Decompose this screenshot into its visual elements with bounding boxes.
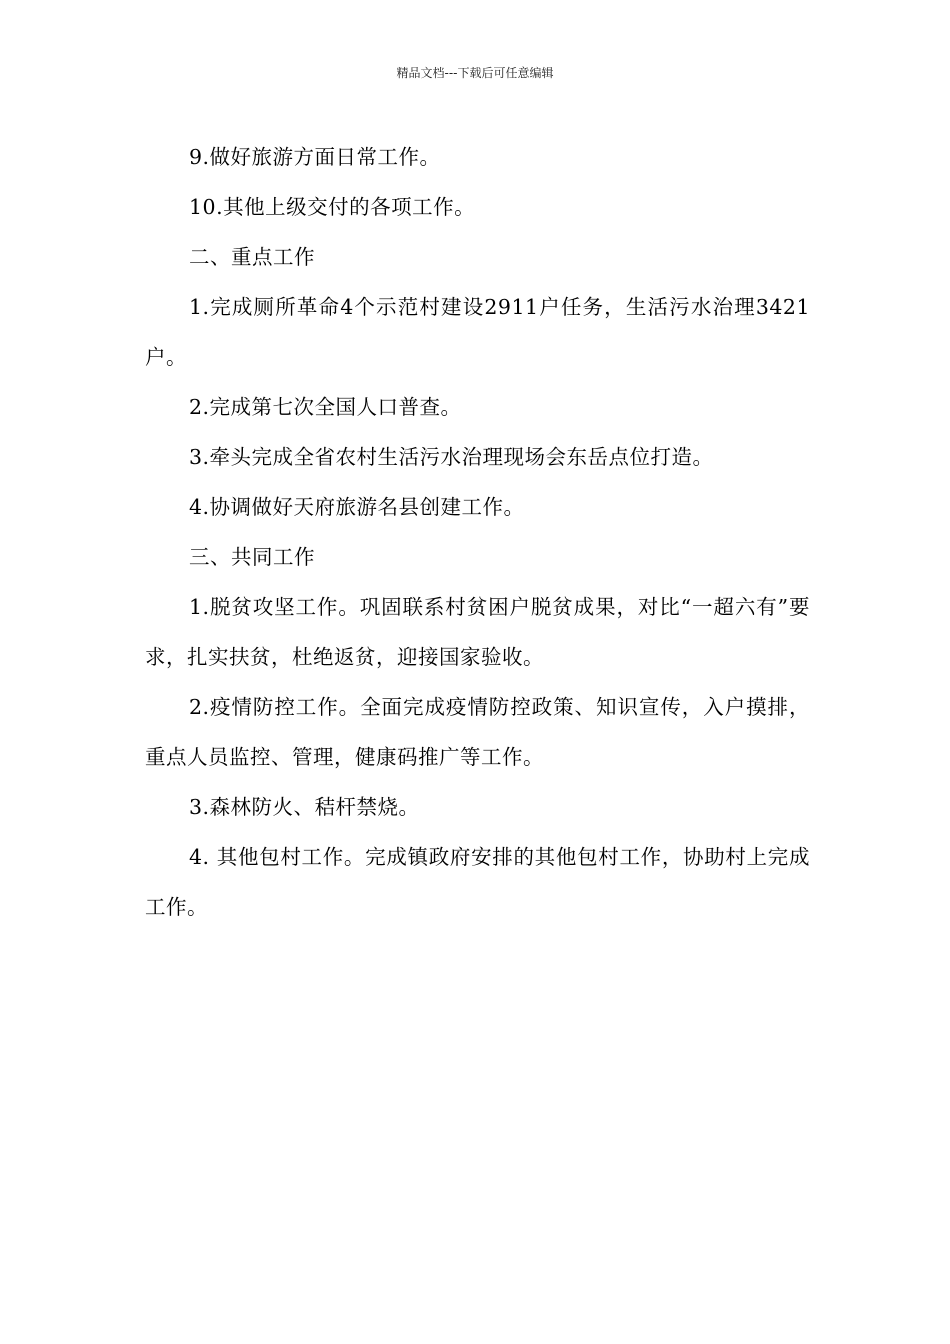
section-heading-key-work: 二、重点工作 [189,245,315,269]
page-header: 精品文档---下载后可任意编辑 [396,66,554,80]
paragraph-common-3: 3.森林防火、秸杆禁烧。 [189,795,420,819]
paragraph-common-4: 4. 其他包村工作。完成镇政府安排的其他包村工作，协助村上完成工作。 [145,845,810,919]
paragraph-common-1: 1.脱贫攻坚工作。巩固联系村贫困户脱贫成果，对比“一超六有”要求，扎实扶贫，杜绝返贫，迎接国家验收。 [145,595,810,669]
paragraph-key-3: 3.牵头完成全省农村生活污水治理现场会东岳点位打造。 [189,445,714,469]
paragraph-common-2: 2.疫情防控工作。全面完成疫情防控政策、知识宣传，入户摸排，重点人员监控、管理，健康码推广等工作。 [145,695,810,769]
section-heading-common-work: 三、共同工作 [189,545,315,569]
paragraph-key-1: 1.完成厕所革命4个示范村建设2911户任务，生活污水治理3421户。 [145,295,810,369]
document-body [145,132,810,932]
paragraph-item-9: 9.做好旅游方面日常工作。 [189,145,441,169]
paragraph-key-4: 4.协调做好天府旅游名县创建工作。 [189,495,525,519]
paragraph-key-2: 2.完成第七次全国人口普查。 [189,395,462,419]
paragraph-item-10: 10.其他上级交付的各项工作。 [189,195,476,219]
